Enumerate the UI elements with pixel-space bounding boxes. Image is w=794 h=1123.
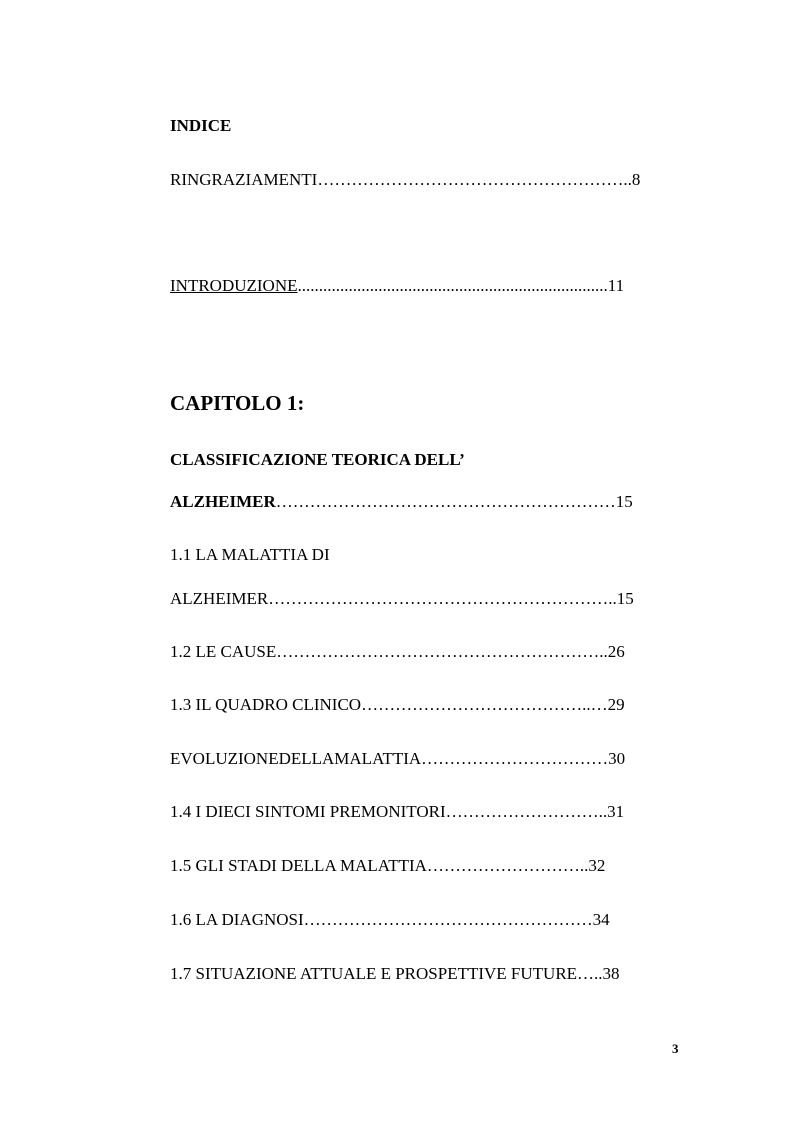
- toc-entry-1-1-title: 1.1 LA MALATTIA DI: [170, 545, 330, 564]
- chapter-heading: CAPITOLO 1:: [170, 391, 305, 415]
- toc-entry-1-7: 1.7 SITUAZIONE ATTUALE E PROSPETTIVE FUTURE…..38: [170, 964, 620, 983]
- toc-entry-introduzione: [170, 276, 624, 296]
- toc-entry-1-6: 1.6 LA DIAGNOSI……………………………………………34: [170, 910, 610, 929]
- toc-entry-ringraziamenti: RINGRAZIAMENTI………………………………………………..8: [170, 170, 641, 189]
- toc-entry-1-2: 1.2 LE CAUSE…………………………………………………..26: [170, 642, 625, 661]
- toc-entry-1-3: 1.3 IL QUADRO CLINICO…………………………………..…29: [170, 695, 625, 714]
- index-title: INDICE: [170, 116, 232, 135]
- introduzione-link[interactable]: INTRODUZIONE: [170, 276, 298, 295]
- page-number: 3: [672, 1041, 679, 1056]
- toc-entry-1-1: ALZHEIMER……………………………………………………..15: [170, 589, 634, 608]
- toc-entry-1-4: 1.4 I DIECI SINTOMI PREMONITORI………………………..31: [170, 802, 625, 821]
- toc-entry-1-5: 1.5 GLI STADI DELLA MALATTIA………………………..32: [170, 856, 606, 875]
- introduzione-leader: .........................................................................11: [297, 276, 625, 295]
- alzheimer-label: ALZHEIMER: [170, 492, 276, 511]
- chapter-title: CLASSIFICAZIONE TEORICA DELL’: [170, 450, 465, 469]
- toc-entry-alzheimer: [170, 492, 633, 512]
- toc-entry-evoluzione: EVOLUZIONEDELLAMALATTIA……………………………30: [170, 749, 626, 768]
- alzheimer-leader: ……………………………………………………15: [275, 492, 633, 511]
